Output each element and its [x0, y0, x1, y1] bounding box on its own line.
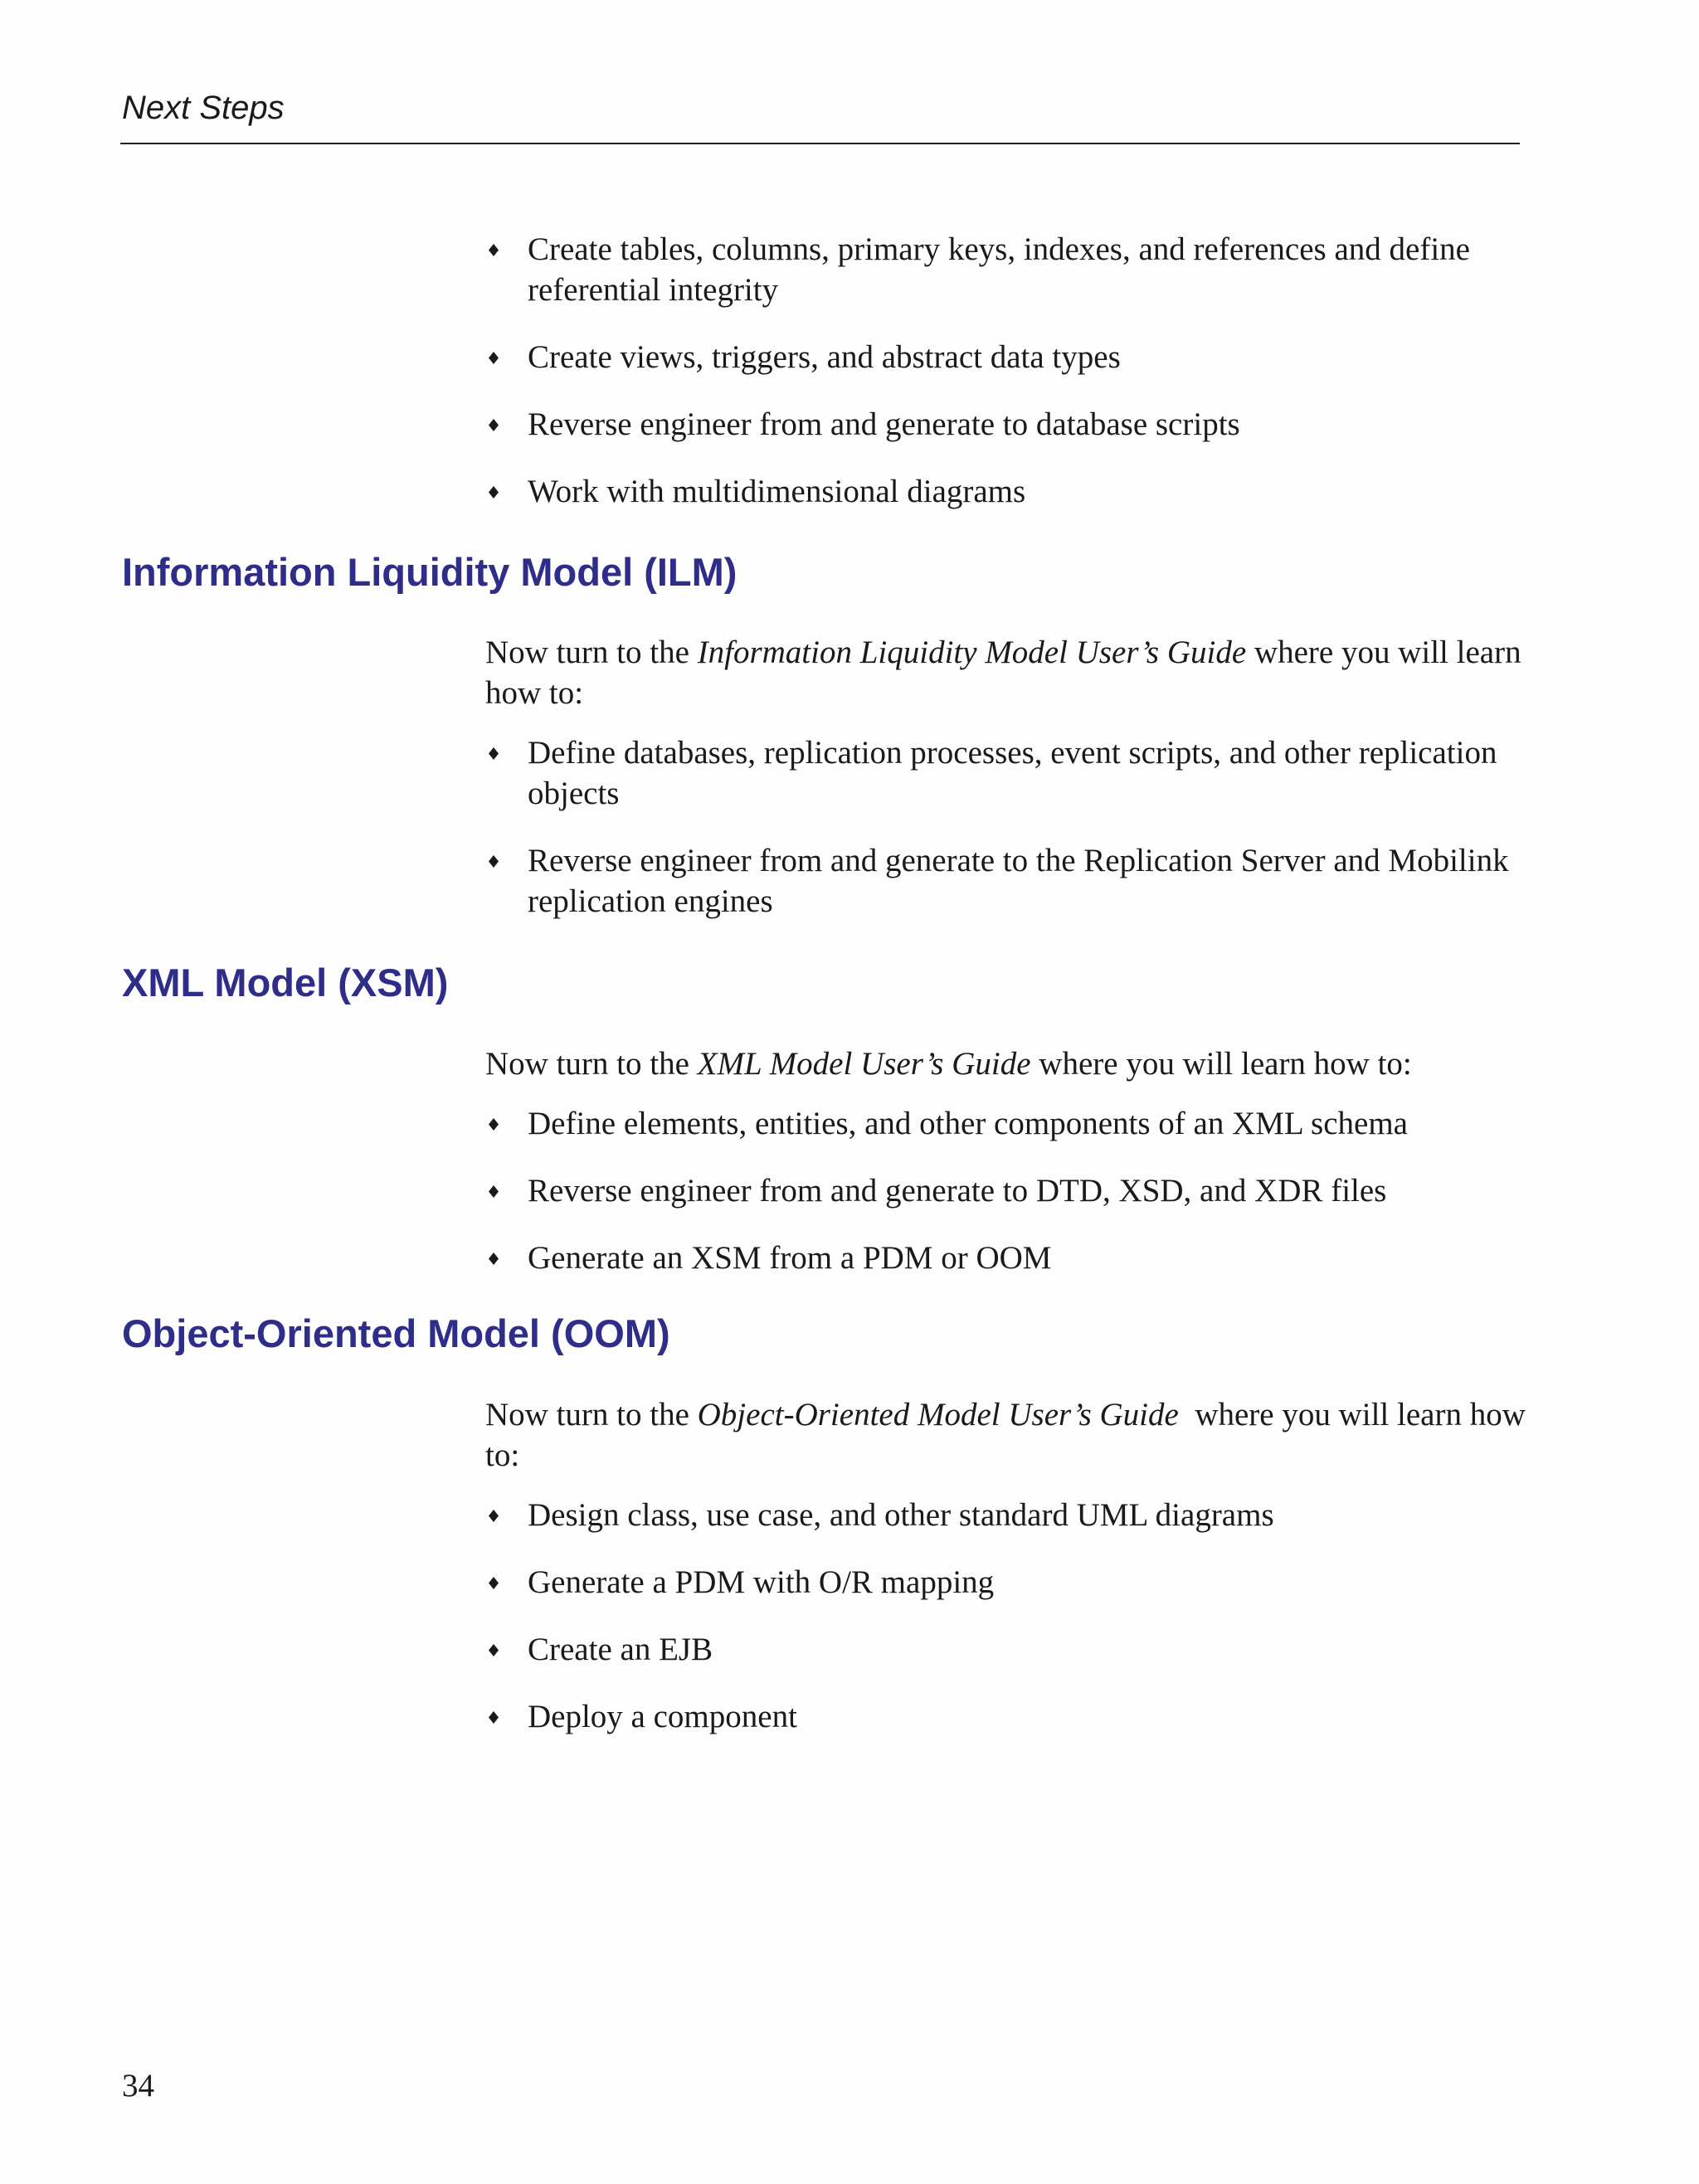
- running-header: Next Steps: [122, 90, 285, 126]
- list-item: Create tables, columns, primary keys, indexes, and references and define referential integrity: [485, 229, 1531, 310]
- list-item: Design class, use case, and other standard UML diagrams: [485, 1495, 1531, 1535]
- list-item: Reverse engineer from and generate to DTD, XSD, and XDR files: [485, 1170, 1531, 1211]
- list-item: Generate an XSM from a PDM or OOM: [485, 1238, 1531, 1278]
- diamond-bullet-icon: [489, 1577, 499, 1589]
- diamond-bullet-icon: [489, 1510, 499, 1522]
- oom-guide-title: Object-Oriented Model User’s Guide: [697, 1397, 1179, 1432]
- ilm-section-body: [485, 632, 1531, 922]
- ilm-guide-title: Information Liquidity Model User’s Guide: [697, 635, 1247, 670]
- diamond-bullet-icon: [489, 486, 499, 499]
- section-title-xsm: XML Model (XSM): [122, 961, 449, 1004]
- oom-section-body: [485, 1394, 1534, 1737]
- list-item: Create views, triggers, and abstract data types: [485, 337, 1531, 377]
- diamond-bullet-icon: [489, 1644, 499, 1656]
- list-item: Reverse engineer from and generate to database scripts: [485, 404, 1531, 445]
- diamond-bullet-icon: [489, 855, 499, 868]
- section-title-ilm: Information Liquidity Model (ILM): [122, 550, 738, 594]
- diamond-bullet-icon: [489, 1253, 499, 1265]
- oom-bullet-list: [485, 1495, 1531, 1737]
- xsm-section-body: [485, 1043, 1531, 1278]
- xsm-guide-title: XML Model User’s Guide: [697, 1046, 1031, 1082]
- oom-intro: Now turn to the Object-Oriented Model User’s Guide where you will learn how to:: [485, 1397, 1534, 1473]
- xsm-bullet-list: [485, 1103, 1531, 1278]
- diamond-bullet-icon: [489, 419, 499, 431]
- ilm-bullet-list: [485, 732, 1531, 922]
- list-item: Generate a PDM with O/R mapping: [485, 1562, 1531, 1603]
- list-item: Define elements, entities, and other components of an XML schema: [485, 1103, 1531, 1144]
- header-rule: [120, 143, 1520, 144]
- section-title-oom: Object-Oriented Model (OOM): [122, 1311, 670, 1355]
- list-item: Work with multidimensional diagrams: [485, 471, 1531, 512]
- diamond-bullet-icon: [489, 747, 499, 760]
- ilm-intro: Now turn to the Information Liquidity Model User’s Guide where you will learn how to:: [485, 635, 1521, 711]
- pdm-bullet-block: [485, 229, 1531, 512]
- diamond-bullet-icon: [489, 1118, 499, 1131]
- diamond-bullet-icon: [489, 352, 499, 364]
- xsm-intro: Now turn to the XML Model User’s Guide where you will learn how to:: [485, 1046, 1412, 1082]
- list-item: Deploy a component: [485, 1696, 1531, 1737]
- diamond-bullet-icon: [489, 1711, 499, 1724]
- page-number: 34: [122, 2068, 154, 2104]
- diamond-bullet-icon: [489, 244, 499, 256]
- list-item: Reverse engineer from and generate to the Replication Server and Mobilink replication engines: [485, 840, 1531, 922]
- list-item: Define databases, replication processes, event scripts, and other replication objects: [485, 732, 1531, 814]
- diamond-bullet-icon: [489, 1185, 499, 1198]
- pdm-bullet-list: [485, 229, 1531, 512]
- list-item: Create an EJB: [485, 1629, 1531, 1670]
